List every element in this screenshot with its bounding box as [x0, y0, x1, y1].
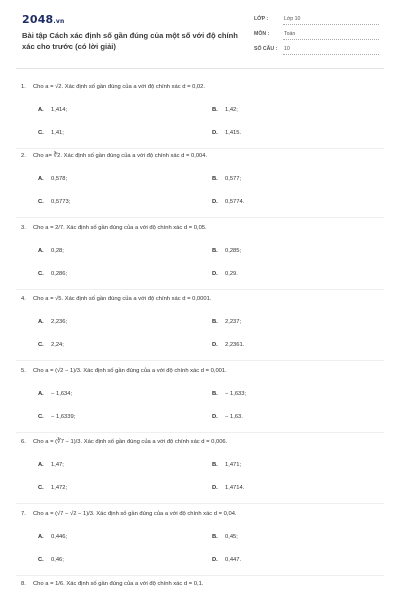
option-letter: B. [212, 319, 218, 325]
option-text: 0,5773; [51, 199, 71, 205]
option-b[interactable] [212, 248, 241, 254]
option-c[interactable] [38, 271, 67, 277]
option-letter: A. [38, 248, 44, 254]
option-text: 1,472; [51, 485, 68, 491]
question-divider [16, 503, 384, 504]
question-number: 8. [21, 581, 26, 587]
option-b[interactable] [212, 319, 241, 325]
option-letter: C. [38, 130, 44, 136]
question-divider [16, 432, 384, 433]
option-text: 0,28; [51, 248, 64, 254]
option-text: 0,29. [225, 271, 238, 277]
question-prompt: Cho a= ∛2. Xác định số gần đúng của a với độ chính xác d = 0,004. [33, 153, 208, 159]
meta-class-value: Lớp 10 [284, 16, 301, 22]
question-3-text [21, 225, 381, 231]
option-letter: B. [212, 462, 218, 468]
option-letter: B. [212, 391, 218, 397]
option-text: 2,237; [225, 319, 242, 325]
document-header [0, 0, 400, 64]
question-6-text [21, 439, 381, 445]
option-letter: A. [38, 319, 44, 325]
option-b[interactable] [212, 462, 241, 468]
option-text: − 1,634; [51, 391, 73, 397]
option-d[interactable] [212, 414, 243, 420]
option-text: 1,471; [225, 462, 242, 468]
option-c[interactable] [38, 414, 75, 420]
option-text: 1,414; [51, 107, 68, 113]
option-letter: A. [38, 534, 44, 540]
question-4-text [21, 296, 381, 302]
option-text: 0,286; [51, 271, 68, 277]
meta-count-label: SỐ CÂU : [254, 46, 278, 52]
option-text: 0,577; [225, 176, 242, 182]
question-prompt: Cho a = 2/7. Xác định số gần đúng của a với độ chính xác d = 0,05. [33, 225, 207, 231]
option-c[interactable] [38, 342, 64, 348]
option-c[interactable] [38, 485, 67, 491]
document-title: Bài tập Cách xác định số gần đúng của một số với độ chính xác cho trước (có lời giải) [22, 31, 238, 51]
site-logo[interactable] [22, 13, 64, 26]
option-text: 0,5774. [225, 199, 245, 205]
meta-count [254, 44, 379, 55]
meta-subject-line [283, 39, 379, 40]
option-d[interactable] [212, 485, 244, 491]
option-letter: C. [38, 271, 44, 277]
question-5-text [21, 368, 381, 374]
option-letter: D. [212, 414, 218, 420]
question-prompt: Cho a = (√2 − 1)/3. Xác định số gần đúng của a với độ chính xác d = 0,001. [33, 368, 227, 374]
option-b[interactable] [212, 534, 238, 540]
option-letter: A. [38, 391, 44, 397]
option-text: − 1,633; [225, 391, 247, 397]
option-letter: C. [38, 557, 44, 563]
option-text: 0,447. [225, 557, 242, 563]
meta-subject-label: MÔN : [254, 31, 270, 37]
question-1-text [21, 84, 381, 90]
option-text: 0,45; [225, 534, 238, 540]
option-text: 1,415. [225, 130, 242, 136]
meta-subject [254, 29, 379, 40]
option-b[interactable] [212, 391, 246, 397]
option-c[interactable] [38, 557, 64, 563]
option-letter: B. [212, 534, 218, 540]
option-text: 1,41; [51, 130, 64, 136]
option-letter: C. [38, 414, 44, 420]
question-7-text [21, 511, 381, 517]
meta-count-line [283, 54, 379, 55]
question-divider [16, 148, 384, 149]
question-number: 4. [21, 296, 26, 302]
meta-count-value: 10 [284, 46, 290, 52]
option-d[interactable] [212, 557, 241, 563]
option-text: 2,2361. [225, 342, 245, 348]
option-text: 0,285; [225, 248, 242, 254]
option-letter: B. [212, 176, 218, 182]
meta-subject-value: Toán [284, 31, 296, 37]
option-letter: D. [212, 342, 218, 348]
option-text: 1,4714. [225, 485, 245, 491]
option-a[interactable] [38, 176, 67, 182]
option-letter: D. [212, 271, 218, 277]
option-d[interactable] [212, 130, 241, 136]
question-divider [16, 360, 384, 361]
question-number: 3. [21, 225, 26, 231]
question-number: 6. [21, 439, 26, 445]
option-a[interactable] [38, 107, 67, 113]
option-text: − 1,63. [225, 414, 243, 420]
question-prompt: Cho a = √2. Xác định số gần đúng của a với độ chính xác d = 0,02. [33, 84, 205, 90]
option-letter: A. [38, 176, 44, 182]
logo-text: 2048 [22, 13, 54, 26]
question-divider [16, 575, 384, 576]
option-text: − 1,6339; [51, 414, 76, 420]
option-b[interactable] [212, 176, 241, 182]
option-text: 2,236; [51, 319, 68, 325]
option-letter: D. [212, 557, 218, 563]
option-text: 1,47; [51, 462, 64, 468]
option-text: 0,446; [51, 534, 68, 540]
option-letter: D. [212, 485, 218, 491]
option-text: 1,42; [225, 107, 238, 113]
option-letter: D. [212, 199, 218, 205]
option-d[interactable] [212, 342, 244, 348]
option-text: 0,46; [51, 557, 64, 563]
option-letter: B. [212, 248, 218, 254]
question-number: 7. [21, 511, 26, 517]
option-a[interactable] [38, 534, 67, 540]
option-a[interactable] [38, 319, 67, 325]
question-2-text [21, 153, 381, 159]
logo-suffix: .vn [53, 18, 65, 25]
question-prompt: Cho a = (√7 − √2 − 1)/3. Xác định số gần đúng của a với độ chính xác d = 0,04. [33, 511, 237, 517]
option-c[interactable] [38, 130, 64, 136]
question-number: 2. [21, 153, 26, 159]
option-b[interactable] [212, 107, 238, 113]
option-c[interactable] [38, 199, 70, 205]
option-d[interactable] [212, 271, 238, 277]
meta-class-label: LỚP : [254, 16, 269, 22]
option-letter: A. [38, 107, 44, 113]
question-number: 5. [21, 368, 26, 374]
meta-class [254, 14, 379, 25]
header-divider [16, 68, 384, 69]
question-divider [16, 217, 384, 218]
option-a[interactable] [38, 462, 64, 468]
option-text: 0,578; [51, 176, 68, 182]
option-text: 2,24; [51, 342, 64, 348]
option-letter: B. [212, 107, 218, 113]
meta-class-line [283, 24, 379, 25]
question-number: 1. [21, 84, 26, 90]
option-d[interactable] [212, 199, 244, 205]
question-prompt: Cho a = 1/6. Xác định số gần đúng của a với độ chính xác d = 0,1. [33, 581, 204, 587]
option-letter: D. [212, 130, 218, 136]
option-a[interactable] [38, 248, 64, 254]
question-divider [16, 289, 384, 290]
option-letter: C. [38, 485, 44, 491]
question-prompt: Cho a = (∛7 − 1)/3. Xác định số gần đúng của a với độ chính xác d = 0,006. [33, 439, 228, 445]
option-letter: C. [38, 342, 44, 348]
question-8-text [21, 581, 381, 587]
question-prompt: Cho a = √5. Xác định số gần đúng của a với độ chính xác d = 0,0001. [33, 296, 212, 302]
option-letter: A. [38, 462, 44, 468]
option-a[interactable] [38, 391, 72, 397]
option-letter: C. [38, 199, 44, 205]
